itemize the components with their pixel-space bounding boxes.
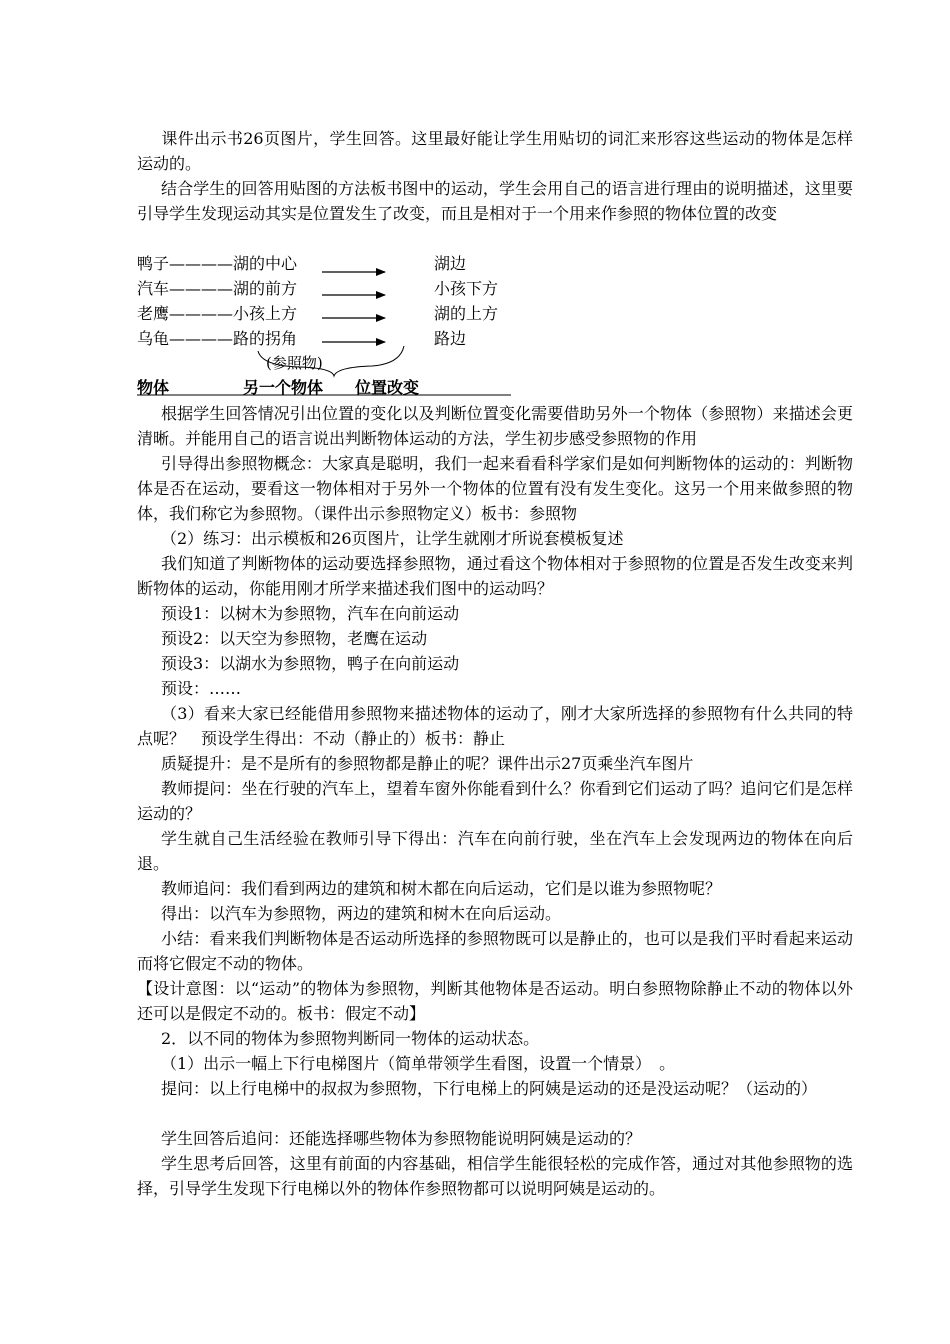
paragraph-text: 结合学生的回答用贴图的方法板书图中的运动，学生会用自己的语言进行理由的说明描述，这里要引导学生发现运动其实是位置发生了改变，而且是相对于一个用来作参照的物体位置的改变: [137, 179, 853, 223]
paragraph-body: 教师追问：我们看到两边的建筑和树木都在向后运动，它们是以谁为参照物呢？: [161, 879, 722, 898]
paragraph-body: 学生思考后回答，这里有前面的内容基础，相信学生能很轻松的完成作答，通过对其他参照物的选择，引导学生发现下行电梯以外的物体作参照物都可以说明阿姨是运动的。: [137, 1154, 853, 1198]
diagram-row-position: 小孩下方: [434, 279, 499, 298]
diagram-header-reference: 另一个物体: [243, 378, 324, 397]
paragraph-body: （3）看来大家已经能借用参照物来描述物体的运动了，刚才大家所选择的参照物有什么共同的特点呢？ 预设学生得出：不动（静止的）板书：静止: [137, 704, 853, 748]
paragraph-body: 我们知道了判断物体的运动要选择参照物，通过看这个物体相对于参照物的位置是否发生改变来判断物体的运动，你能用刚才所学来描述我们图中的运动吗？: [137, 554, 853, 598]
diagram-row-object: 老鹰————小孩上方: [137, 304, 298, 323]
design-intent-note: 【设计意图：以“运动”的物体为参照物，判断其他物体是否运动。明白参照物除静止不动的物体以外还可以是假定不动的。板书：假定不动】: [137, 979, 853, 1023]
paragraph-body: 根据学生回答情况引出位置的变化以及判断位置变化需要借助另外一个物体（参照物）来描述会更清晰。并能用自己的语言说出判断物体运动的方法，学生初步感受参照物的作用: [137, 404, 853, 448]
paragraph-body: 提问：以上行电梯中的叔叔为参照物，下行电梯上的阿姨是运动的还是没运动呢？（运动的）: [161, 1079, 818, 1098]
diagram-row-object: 汽车————湖的前方: [137, 279, 298, 298]
diagram-row-position: 湖边: [434, 254, 467, 273]
diagram-header-object: 物体: [137, 378, 170, 397]
paragraph-body: 引导得出参照物概念：大家真是聪明，我们一起来看看科学家们是如何判断物体的运动的：判断物体是否在运动，要看这一物体相对于另外一个物体的位置有没有发生变化。这另一个用来做参照的物体，我们称它为参照物。（课件出示参照物定义）板书：参照物: [137, 454, 853, 523]
brace-label: (参照物): [266, 354, 323, 372]
paragraph-body: （1）出示一幅上下行电梯图片（简单带领学生看图，设置一个情景） 。: [161, 1054, 676, 1073]
section-heading: 2．以不同的物体为参照物判断同一物体的运动状态。: [161, 1029, 540, 1048]
paragraph-body: 质疑提升：是不是所有的参照物都是静止的呢？课件出示27页乘坐汽车图片: [161, 754, 694, 773]
paragraph-body: 小结：看来我们判断物体是否运动所选择的参照物既可以是静止的，也可以是我们平时看起来运动而将它假定不动的物体。: [137, 929, 853, 973]
brace-icon: [258, 346, 404, 376]
diagram-row-object: 鸭子————湖的中心: [137, 254, 298, 273]
paragraph-body: 预设1：以树木为参照物，汽车在向前运动: [161, 604, 460, 623]
diagram-header-change: 位置改变: [355, 378, 420, 397]
paragraph-body: 教师提问：坐在行驶的汽车上，望着车窗外你能看到什么？你看到它们运动了吗？追问它们是怎样运动的？: [137, 779, 853, 823]
paragraph-body: 预设2：以天空为参照物，老鹰在运动: [161, 629, 428, 648]
paragraph-body: 预设3：以湖水为参照物，鸭子在向前运动: [161, 654, 460, 673]
paragraph-body: （2）练习：出示模板和26页图片，让学生就刚才所说套模板复述: [161, 529, 624, 548]
paragraph-body: 得出：以汽车为参照物，两边的建筑和树木在向后运动。: [161, 904, 562, 923]
paragraph-text: 课件出示书26页图片，学生回答。这里最好能让学生用贴切的词汇来形容这些运动的物体是怎样运动的。: [137, 129, 853, 173]
diagram-row-position: 湖的上方: [434, 304, 499, 323]
diagram-row-position: 路边: [434, 329, 467, 348]
paragraph-body: 预设：……: [161, 679, 242, 698]
diagram-row-object: 乌龟————路的拐角: [137, 329, 298, 348]
paragraph-body: 学生回答后追问：还能选择哪些物体为参照物能说明阿姨是运动的？: [161, 1129, 642, 1148]
paragraph-body: 学生就自己生活经验在教师引导下得出：汽车在向前行驶，坐在汽车上会发现两边的物体在向后退。: [137, 829, 853, 873]
